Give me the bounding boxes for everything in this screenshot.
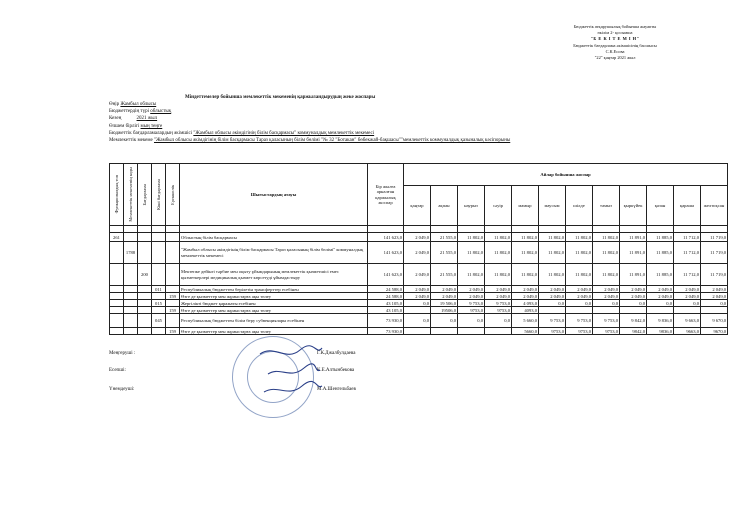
- month-header: қараша: [674, 186, 701, 226]
- info-institution: Мемлекеттік мекеме "Жамбыл облысы әкімдігінің білім басқармасы Тараз қаласының білім бөлімі "№ 32 "Ботакан" бөбекжай-бақшасы""мемлекеттік коммуналдық қазыналық кәсіпорыны: [109, 138, 511, 144]
- month-value-cell: 21 555,0: [431, 233, 458, 242]
- index-cell: [124, 226, 138, 233]
- expense-name-cell: Өзге де қызметтер мен жұмыстарға ақы төлеу: [180, 307, 368, 314]
- table-row: [110, 328, 728, 335]
- month-value-cell: [593, 307, 620, 314]
- month-value-cell: 11 891,0: [620, 242, 647, 264]
- month-value-cell: 0,0: [404, 300, 431, 307]
- month-value-cell: 11 802,0: [485, 242, 512, 264]
- month-value-cell: 0,0: [620, 300, 647, 307]
- code-cell: [110, 314, 124, 328]
- month-value-cell: 21 555,0: [431, 242, 458, 264]
- month-value-cell: 9753,0: [539, 328, 566, 335]
- month-value-cell: 2 049,0: [620, 293, 647, 300]
- expense-name-cell: Республикалық бюджеттен берілетін трансферттер есебінен: [180, 286, 368, 293]
- approval-line: "Б Е К І Т Е М І Н": [590, 36, 640, 42]
- month-value-cell: 11 802,0: [512, 242, 539, 264]
- month-value-cell: [404, 307, 431, 314]
- month-value-cell: 11 802,0: [566, 233, 593, 242]
- code-cell: [152, 242, 166, 264]
- table-row: [110, 242, 728, 264]
- index-cell: [180, 226, 368, 233]
- month-value-cell: 19506,0: [431, 307, 458, 314]
- code-cell: [124, 307, 138, 314]
- month-value-cell: 9836,0: [647, 328, 674, 335]
- month-value-cell: 11 719,0: [701, 242, 728, 264]
- code-cell: [124, 264, 138, 286]
- plan-table: [109, 163, 728, 335]
- month-value-cell: 0,0: [458, 314, 485, 328]
- code-cell: [138, 293, 152, 300]
- year-total-cell: 141 623,0: [368, 242, 404, 264]
- month-header: қаңтар: [404, 186, 431, 226]
- month-value-cell: 11 802,0: [593, 264, 620, 286]
- index-cell: [368, 226, 404, 233]
- code-cell: [124, 300, 138, 307]
- table-row: [110, 307, 728, 314]
- month-header: мамыр: [512, 186, 539, 226]
- month-value-cell: [404, 328, 431, 335]
- code-cell: [110, 264, 124, 286]
- month-value-cell: 11 719,0: [701, 264, 728, 286]
- month-value-cell: 2 049,0: [566, 293, 593, 300]
- code-cell: 159: [166, 293, 180, 300]
- month-value-cell: 11 712,0: [674, 264, 701, 286]
- code-cell: [110, 242, 124, 264]
- month-value-cell: 2 049,0: [593, 286, 620, 293]
- approval-line: "22" қаңтар 2021 жыл: [594, 55, 636, 61]
- month-value-cell: 11 712,0: [674, 242, 701, 264]
- header-program: Бағдарлама: [138, 164, 152, 226]
- month-value-cell: 2 049,0: [458, 293, 485, 300]
- index-cell: [593, 226, 620, 233]
- month-value-cell: 9753,0: [566, 328, 593, 335]
- code-cell: [152, 293, 166, 300]
- month-header: қазан: [647, 186, 674, 226]
- month-value-cell: 11 802,0: [485, 264, 512, 286]
- month-value-cell: [701, 307, 728, 314]
- month-header: желтоқсан: [701, 186, 728, 226]
- month-value-cell: 0,0: [485, 314, 512, 328]
- month-value-cell: 2 049,0: [404, 293, 431, 300]
- header-institution-code: Мемлекеттік мекеменің коды: [124, 164, 138, 226]
- code-cell: [138, 307, 152, 314]
- month-value-cell: 9670,0: [701, 328, 728, 335]
- header-year-plan: Бір жылға арналған қаржылық жоспар: [368, 164, 404, 226]
- month-value-cell: 19 506,0: [431, 300, 458, 307]
- month-value-cell: 11 885,0: [647, 264, 674, 286]
- code-cell: [138, 328, 152, 335]
- code-cell: [138, 314, 152, 328]
- month-value-cell: [647, 307, 674, 314]
- code-cell: 045: [152, 314, 166, 328]
- month-value-cell: 2 049,0: [647, 293, 674, 300]
- month-value-cell: 11 802,0: [593, 242, 620, 264]
- code-cell: [166, 264, 180, 286]
- index-cell: [485, 226, 512, 233]
- month-value-cell: 2 049,0: [647, 286, 674, 293]
- month-value-cell: 0,0: [674, 300, 701, 307]
- code-cell: [152, 264, 166, 286]
- expense-name-cell: Өзге де қызметтер мен жұмыстарға ақы төлеу: [180, 293, 368, 300]
- month-header: тамыз: [593, 186, 620, 226]
- month-value-cell: 2 049,0: [701, 286, 728, 293]
- month-value-cell: [539, 307, 566, 314]
- index-cell: [701, 226, 728, 233]
- expense-name-cell: Жергілікті бюджет қаражаты есебінен: [180, 300, 368, 307]
- month-value-cell: 2 049,0: [539, 293, 566, 300]
- code-cell: [110, 300, 124, 307]
- year-total-cell: 141 623,0: [368, 233, 404, 242]
- month-header: шілде: [566, 186, 593, 226]
- expense-name-cell: Мектепке дейінгі тәрбие мен оқыту ұйымдарының мемлекеттік қызметшісі емес қызметкерлері медициналық қызмет көрсетуді ұйымдастыру: [180, 264, 368, 286]
- header-specific: Ерекшелік: [166, 164, 180, 226]
- year-total-cell: 24 588,0: [368, 286, 404, 293]
- month-value-cell: 2 049,0: [593, 293, 620, 300]
- signature-economist-name: М.А.Шенгельбаев: [317, 387, 356, 392]
- code-cell: 015: [152, 300, 166, 307]
- code-cell: [166, 314, 180, 328]
- month-value-cell: 11 802,0: [539, 264, 566, 286]
- month-value-cell: 2 049,0: [404, 233, 431, 242]
- month-value-cell: 2 049,0: [431, 293, 458, 300]
- index-cell: [152, 226, 166, 233]
- month-value-cell: 11 802,0: [458, 242, 485, 264]
- info-block: [109, 101, 510, 144]
- code-cell: [124, 293, 138, 300]
- month-value-cell: 2 049,0: [566, 286, 593, 293]
- month-value-cell: 9663,0: [674, 328, 701, 335]
- month-value-cell: 2 049,0: [701, 293, 728, 300]
- month-value-cell: 2 049,0: [674, 293, 701, 300]
- header-expense-name: Шығыстардың атауы: [180, 164, 368, 226]
- table-row: [110, 264, 728, 286]
- month-value-cell: 2 049,0: [404, 286, 431, 293]
- expense-name-cell: Облыстың білім басқармасы: [180, 233, 368, 242]
- month-value-cell: 11 802,0: [458, 264, 485, 286]
- code-cell: [110, 286, 124, 293]
- approval-line: С.К.Есова: [605, 48, 625, 54]
- month-value-cell: 11 802,0: [539, 242, 566, 264]
- month-value-cell: 9 753,0: [485, 300, 512, 307]
- index-cell: [458, 226, 485, 233]
- table-row: [110, 286, 728, 293]
- month-value-cell: 11 891,0: [620, 264, 647, 286]
- year-total-cell: 73 930,0: [368, 328, 404, 335]
- code-cell: [138, 300, 152, 307]
- signature-economist-role: Үнемдеуші:: [109, 387, 135, 392]
- month-value-cell: [620, 307, 647, 314]
- month-value-cell: [485, 328, 512, 335]
- code-cell: [124, 314, 138, 328]
- code-cell: [138, 242, 152, 264]
- approval-line: Бюджеттік бағдарлама әкімшісінің басшысы: [573, 42, 657, 48]
- code-cell: [152, 328, 166, 335]
- signature-accountant-role: Есепші:: [109, 368, 126, 373]
- month-header: ақпан: [431, 186, 458, 226]
- month-value-cell: 9 753,0: [458, 300, 485, 307]
- code-cell: [124, 233, 138, 242]
- month-value-cell: 9753,0: [485, 307, 512, 314]
- month-value-cell: 2 049,0: [458, 286, 485, 293]
- month-value-cell: 11 802,0: [566, 242, 593, 264]
- header-subprogram: Кіші бағдарлама: [152, 164, 166, 226]
- month-value-cell: 11 802,0: [485, 233, 512, 242]
- month-value-cell: 11 802,0: [512, 233, 539, 242]
- month-value-cell: 11 885,0: [647, 233, 674, 242]
- table-row: [110, 293, 728, 300]
- month-value-cell: 9842,0: [620, 328, 647, 335]
- month-header: сәуір: [485, 186, 512, 226]
- month-value-cell: 11 891,0: [620, 233, 647, 242]
- code-cell: [166, 242, 180, 264]
- month-value-cell: 9 836,0: [647, 314, 674, 328]
- month-header: наурыз: [458, 186, 485, 226]
- code-cell: 011: [152, 286, 166, 293]
- month-value-cell: [674, 307, 701, 314]
- expense-name-cell: "Жамбыл облысы әкімдігінің білім басқармасы Тараз қаласының білім бөлімі" коммуналдық мемлекеттік мекемесі: [180, 242, 368, 264]
- index-cell: [110, 226, 124, 233]
- info-oblast: Өңір Жамбыл облысы: [109, 102, 157, 107]
- index-cell: [512, 226, 539, 233]
- index-cell: [674, 226, 701, 233]
- month-value-cell: 9753,0: [458, 307, 485, 314]
- month-value-cell: 2 049,0: [674, 286, 701, 293]
- approval-line: өкілім 2- қосымша: [597, 30, 633, 36]
- table-row: [110, 314, 728, 328]
- info-admin: Бюджеттік бағдарламалардың әкімшісі "Жамбыл облысы әкімдігінің білім басқармасы" коммуналдық мемлекеттік мекемесі: [109, 130, 375, 136]
- month-value-cell: 0,0: [404, 314, 431, 328]
- signature-scribble: [250, 340, 330, 400]
- table-row: [110, 233, 728, 242]
- index-cell: [166, 226, 180, 233]
- month-value-cell: 2 049,0: [431, 286, 458, 293]
- month-value-cell: 4 093,0: [512, 300, 539, 307]
- month-value-cell: 4093,0: [512, 307, 539, 314]
- code-cell: [152, 233, 166, 242]
- index-cell: [647, 226, 674, 233]
- month-value-cell: 0,0: [647, 300, 674, 307]
- month-value-cell: 11 802,0: [458, 233, 485, 242]
- month-value-cell: 5660,0: [512, 328, 539, 335]
- month-header: маусым: [539, 186, 566, 226]
- month-value-cell: 0,0: [539, 300, 566, 307]
- header-monthly-plan: Айлар бойынша жоспар: [404, 164, 728, 186]
- month-value-cell: 2 049,0: [512, 293, 539, 300]
- index-cell: [431, 226, 458, 233]
- code-cell: 1788: [124, 242, 138, 264]
- year-total-cell: 24 588,0: [368, 293, 404, 300]
- month-header: қыркүйек: [620, 186, 647, 226]
- code-cell: 159: [166, 307, 180, 314]
- code-cell: [124, 286, 138, 293]
- year-total-cell: 73 930,0: [368, 314, 404, 328]
- code-cell: 261: [110, 233, 124, 242]
- index-cell: [138, 226, 152, 233]
- code-cell: 200: [138, 264, 152, 286]
- month-value-cell: 2 049,0: [620, 286, 647, 293]
- month-value-cell: [431, 328, 458, 335]
- month-value-cell: 0,0: [566, 300, 593, 307]
- month-value-cell: 11 802,0: [512, 264, 539, 286]
- month-value-cell: [566, 307, 593, 314]
- month-value-cell: 0,0: [593, 300, 620, 307]
- index-cell: [620, 226, 647, 233]
- info-year: Кезең 2021 жыл: [109, 116, 158, 122]
- code-cell: [138, 233, 152, 242]
- month-value-cell: 9 663,0: [674, 314, 701, 328]
- month-value-cell: 11 719,0: [701, 233, 728, 242]
- year-total-cell: 43 105,0: [368, 307, 404, 314]
- index-cell: [404, 226, 431, 233]
- month-value-cell: 5 660,0: [512, 314, 539, 328]
- signature-accountant-name: К.Е.Алтынбекова: [317, 368, 355, 373]
- document-title: Міндеттемелер бойынша мемлекеттік мекеменің қаржыландырудың жеке жоспары: [185, 95, 376, 100]
- month-value-cell: 2 049,0: [404, 242, 431, 264]
- code-cell: [124, 328, 138, 335]
- code-cell: 159: [166, 328, 180, 335]
- month-value-cell: 21 555,0: [431, 264, 458, 286]
- month-value-cell: 9 753,0: [539, 314, 566, 328]
- index-cell: [539, 226, 566, 233]
- month-value-cell: 9 753,0: [566, 314, 593, 328]
- month-value-cell: 11 712,0: [674, 233, 701, 242]
- code-cell: [166, 286, 180, 293]
- month-value-cell: 11 802,0: [593, 233, 620, 242]
- month-value-cell: 0,0: [431, 314, 458, 328]
- header-functional-group: Функционалдық топ: [110, 164, 124, 226]
- month-value-cell: 9753,0: [593, 328, 620, 335]
- index-cell: [566, 226, 593, 233]
- approval-line: Бюджеттік атқарушылық бойынша жауапты: [573, 24, 657, 29]
- signature-head-name: Г.К.Джалбулдаева: [317, 351, 356, 356]
- month-value-cell: 2 049,0: [485, 293, 512, 300]
- month-value-cell: 0,0: [701, 300, 728, 307]
- year-total-cell: 141 623,0: [368, 264, 404, 286]
- signature-head-role: Меңгеруші :: [109, 351, 136, 356]
- code-cell: [138, 286, 152, 293]
- code-cell: [110, 293, 124, 300]
- info-budget: Бюджеттердің түрі облыстық: [109, 109, 172, 115]
- code-cell: [110, 328, 124, 335]
- month-value-cell: 9 842,0: [620, 314, 647, 328]
- month-value-cell: 2 049,0: [539, 286, 566, 293]
- code-cell: [166, 233, 180, 242]
- year-total-cell: 43 105,0: [368, 300, 404, 307]
- code-cell: [110, 307, 124, 314]
- month-value-cell: 2 049,0: [404, 264, 431, 286]
- month-value-cell: 11 802,0: [539, 233, 566, 242]
- table-row: [110, 300, 728, 307]
- month-value-cell: 9 670,0: [701, 314, 728, 328]
- month-value-cell: 11 885,0: [647, 242, 674, 264]
- code-cell: [166, 300, 180, 307]
- month-value-cell: 2 049,0: [512, 286, 539, 293]
- month-value-cell: [458, 328, 485, 335]
- expense-name-cell: Республикалық бюджеттен білім беру субвенциялары есебінен: [180, 314, 368, 328]
- info-unit: Өлшем бірлігі мың теңге: [109, 123, 163, 129]
- code-cell: [152, 307, 166, 314]
- month-value-cell: 9 753,0: [593, 314, 620, 328]
- month-value-cell: 11 802,0: [566, 264, 593, 286]
- month-value-cell: 2 049,0: [485, 286, 512, 293]
- expense-name-cell: Өзге де қызметтер мен жұмыстарға ақы төлеу: [180, 328, 368, 335]
- approval-block: [540, 24, 690, 61]
